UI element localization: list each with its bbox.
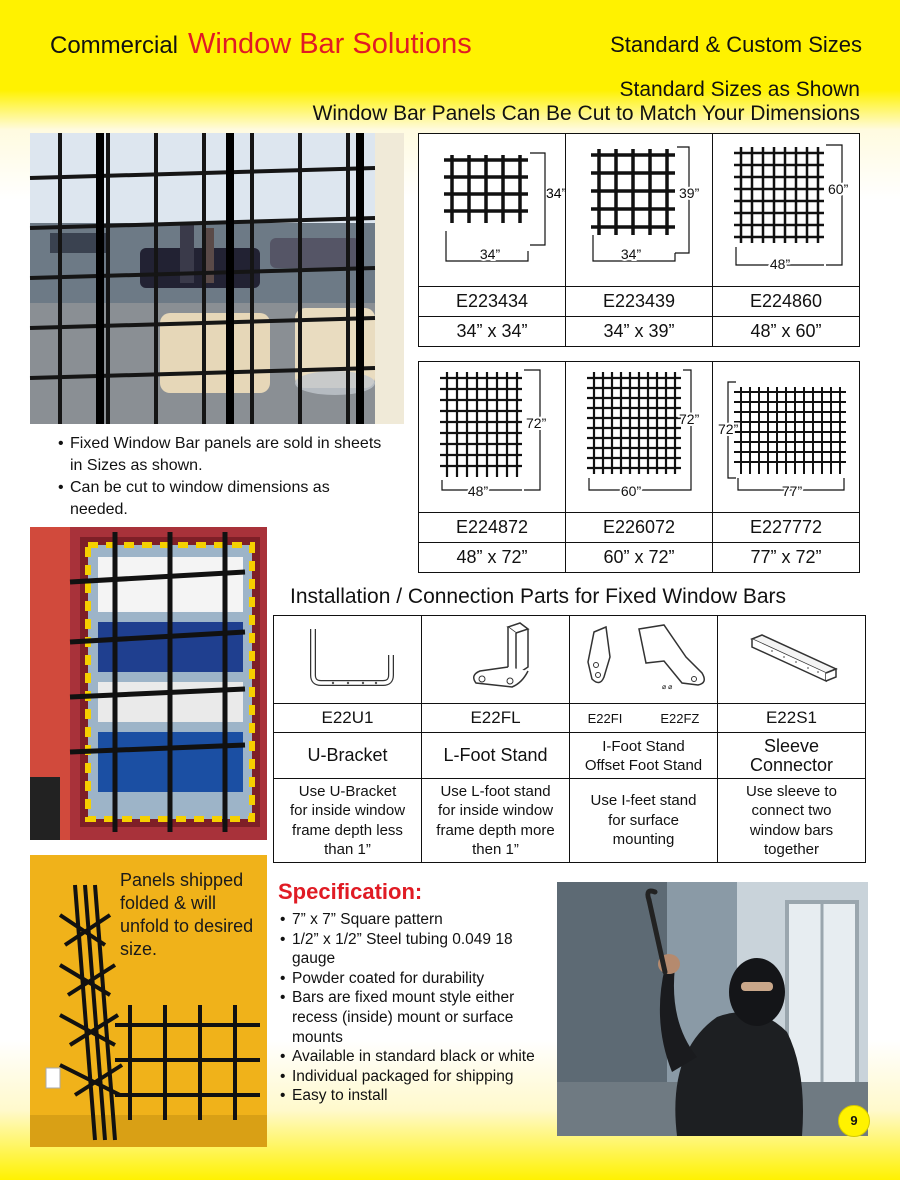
- panel-size: 48” x 72”: [419, 543, 566, 573]
- part-name-line: Sleeve: [763, 735, 820, 756]
- panel-height-label: 34”: [546, 185, 567, 201]
- parts-title: Installation / Connection Parts for Fixed Window Bars: [290, 585, 787, 608]
- desc-line: than 1”: [324, 841, 371, 858]
- panel-width-label: 77”: [781, 483, 803, 499]
- part-description: [570, 779, 718, 863]
- part-name-line: Connector: [749, 754, 834, 775]
- part-description: [422, 779, 570, 863]
- part-description: [718, 779, 866, 863]
- panel-code: E224872: [419, 513, 566, 543]
- part-name-line: I-Foot Stand: [602, 737, 685, 755]
- spec-item: • 1/2” x 1/2” Steel tubing 0.049 18 gauge: [280, 930, 550, 969]
- l-foot-illustration: [422, 616, 570, 704]
- sleeve-connector-illustration: [718, 616, 866, 704]
- panel-height-label: 60”: [828, 181, 849, 197]
- part-codes-foot-stands: [570, 704, 718, 733]
- subheading-1: Standard Sizes as Shown: [619, 78, 860, 101]
- panel-diagram-cell: [713, 362, 860, 513]
- page-title: [50, 28, 472, 61]
- desc-line: connect two: [751, 802, 832, 819]
- panel-diagram-cell: [419, 362, 566, 513]
- page-number: 9: [838, 1105, 870, 1137]
- parts-table: [273, 615, 866, 863]
- panel-height-label: 72”: [526, 415, 547, 431]
- part-name: [718, 733, 866, 779]
- part-code: E22FI: [587, 710, 623, 726]
- panel-code: E224860: [713, 287, 860, 317]
- panel-code: E227772: [713, 513, 860, 543]
- spec-item: • Easy to install: [280, 1086, 550, 1106]
- window-bars-photo: [30, 527, 267, 840]
- storefront-photo: [30, 133, 404, 424]
- foot-stands-illustration: [570, 616, 718, 704]
- spec-item: • Individual packaged for shipping: [280, 1067, 550, 1087]
- desc-line: then 1”: [472, 841, 519, 858]
- part-name: [570, 733, 718, 779]
- panel-height-label: 72”: [718, 421, 739, 437]
- desc-line: Use L-foot stand: [440, 782, 551, 800]
- panel-size: 77” x 72”: [713, 543, 860, 573]
- part-name: U-Bracket: [274, 733, 422, 779]
- panel-bullets: [58, 433, 388, 521]
- panel-width-label: 34”: [620, 246, 642, 262]
- desc-line: for inside window: [437, 802, 554, 819]
- panel-size: 34” x 39”: [566, 317, 713, 347]
- desc-line: Use I-feet stand: [590, 792, 697, 810]
- panel-width-label: 48”: [467, 483, 489, 499]
- panel-diagram-cell: [566, 134, 713, 287]
- u-bracket-illustration: [274, 616, 422, 704]
- header-right: Standard & Custom Sizes: [610, 32, 862, 57]
- desc-line: for inside window: [289, 802, 406, 819]
- panel-height-label: 39”: [679, 185, 700, 201]
- desc-line: frame depth less: [292, 821, 403, 839]
- panel-width-label: 60”: [620, 483, 642, 499]
- part-name-line: Offset Foot Stand: [584, 756, 703, 774]
- panel-size: 34” x 34”: [419, 317, 566, 347]
- panel-size: 48” x 60”: [713, 317, 860, 347]
- subheading-2: Window Bar Panels Can Be Cut to Match Your Dimensions: [312, 102, 860, 125]
- panel-diagram-cell: [566, 362, 713, 513]
- spec-list: [280, 910, 550, 1106]
- panel-code: E223439: [566, 287, 713, 317]
- burglar-photo: [557, 882, 868, 1136]
- part-code: E22FL: [422, 704, 570, 733]
- desc-line: Use U-Bracket: [298, 782, 397, 800]
- desc-line: mounting: [612, 831, 675, 849]
- desc-line: together: [763, 841, 820, 858]
- panel-size: 60” x 72”: [566, 543, 713, 573]
- part-code: E22U1: [274, 704, 422, 733]
- panel-diagram-cell: [419, 134, 566, 287]
- svg-text:⌀ ⌀: ⌀ ⌀: [661, 684, 672, 691]
- panel-diagram-cell: [713, 134, 860, 287]
- spec-item: • 7” x 7” Square pattern: [280, 910, 550, 930]
- spec-item: • Bars are fixed mount style either recess (inside) mount or surface mounts: [280, 988, 550, 1047]
- panels-table-top: [418, 133, 860, 347]
- bullet-item: • Can be cut to window dimensions as needed.: [58, 477, 388, 521]
- desc-line: frame depth more: [436, 821, 555, 839]
- bullet-item: • Fixed Window Bar panels are sold in sheets in Sizes as shown.: [58, 433, 388, 477]
- spec-title: Specification:: [278, 879, 423, 904]
- panel-code: E223434: [419, 287, 566, 317]
- panel-width-label: 48”: [769, 256, 791, 272]
- panels-table-bottom: [418, 361, 860, 573]
- part-code: E22FZ: [660, 710, 700, 726]
- desc-line: Use sleeve to: [746, 782, 837, 800]
- desc-line: window bars: [749, 821, 834, 839]
- part-description: [274, 779, 422, 863]
- part-code: E22S1: [718, 704, 866, 733]
- title-prefix: Commercial: [50, 32, 179, 59]
- panel-width-label: 34”: [479, 246, 501, 262]
- desc-line: for surface: [608, 811, 679, 829]
- panel-code: E226072: [566, 513, 713, 543]
- spec-item: • Available in standard black or white: [280, 1047, 550, 1067]
- panel-height-label: 72”: [679, 411, 700, 427]
- shipped-note: Panels shipped folded & will unfold to desired size.: [120, 870, 254, 959]
- title-highlight: Window Bar Solutions: [188, 28, 472, 60]
- spec-item: • Powder coated for durability: [280, 969, 550, 989]
- part-name: L-Foot Stand: [422, 733, 570, 779]
